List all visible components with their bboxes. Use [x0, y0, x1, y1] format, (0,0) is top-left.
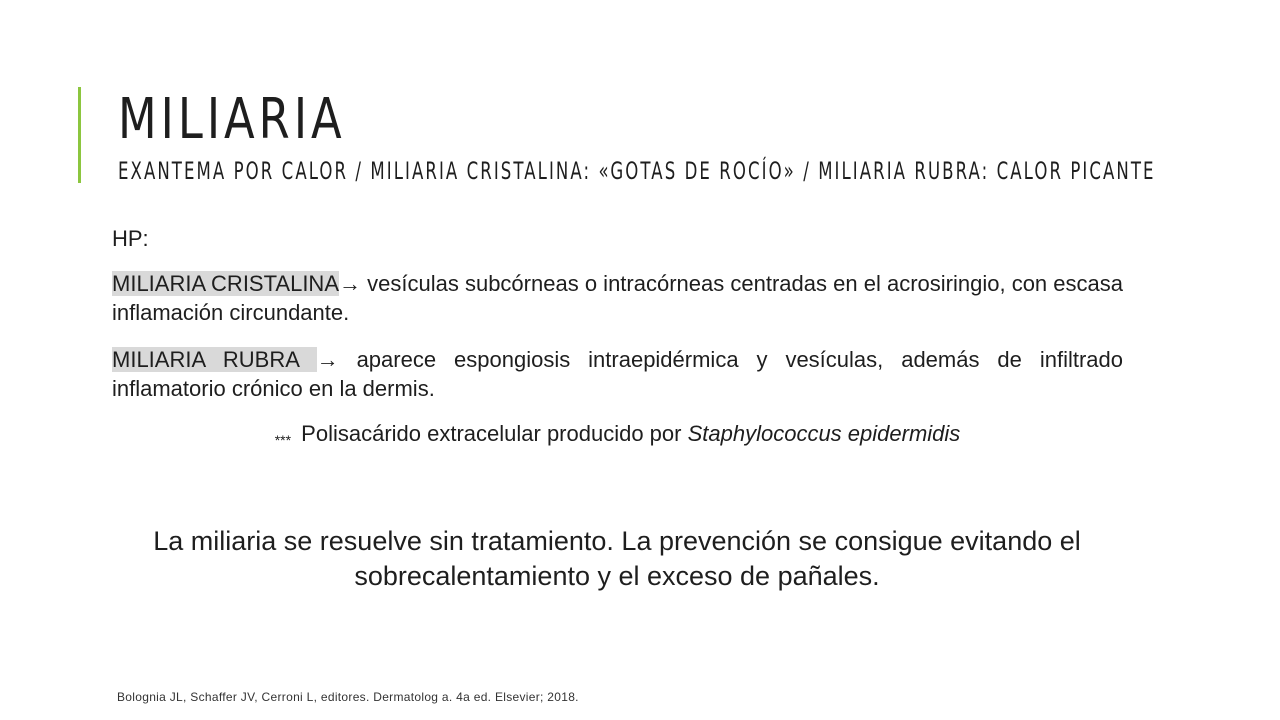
conclusion-text: La miliaria se resuelve sin tratamiento. La prevención se consigue evitando el sobrecalentamiento y el exceso de pañales. — [153, 526, 1081, 591]
slide-title: MILIARIA — [118, 87, 346, 152]
title-accent-bar — [78, 87, 81, 183]
note-species: Staphylococcus epidermidis — [687, 421, 961, 446]
rubra-term: MILIARIA RUBRA — [112, 347, 317, 372]
rubra-description: → aparece espongiosis intraepidérmica y vesículas, además de infiltrado inflamatorio crónico en la dermis. — [112, 347, 1124, 401]
note-text: Polisacárido extracelular producido por — [295, 421, 688, 446]
polysaccharide-note — [112, 419, 1123, 455]
cristalina-term: MILIARIA CRISTALINA — [112, 271, 339, 296]
slide-subtitle: EXANTEMA POR CALOR / MILIARIA CRISTALINA: «GOTAS DE ROCÍO» / MILIARIA RUBRA: CALOR PICANTE — [118, 157, 1156, 185]
cristalina-description: → vesículas subcórneas o intracórneas centradas en el acrosiringio, con escasa inflamación circundante. — [112, 271, 1123, 325]
hp-label: HP: — [112, 226, 149, 251]
note-asterisks: *** — [274, 432, 292, 448]
citation: Bolognia JL, Schaffer JV, Cerroni L, editores. Dermatolog a. 4a ed. Elsevier; 2018. — [117, 690, 579, 704]
rubra-paragraph — [112, 345, 1123, 403]
cristalina-paragraph — [112, 269, 1123, 327]
slide-body — [112, 224, 1123, 473]
